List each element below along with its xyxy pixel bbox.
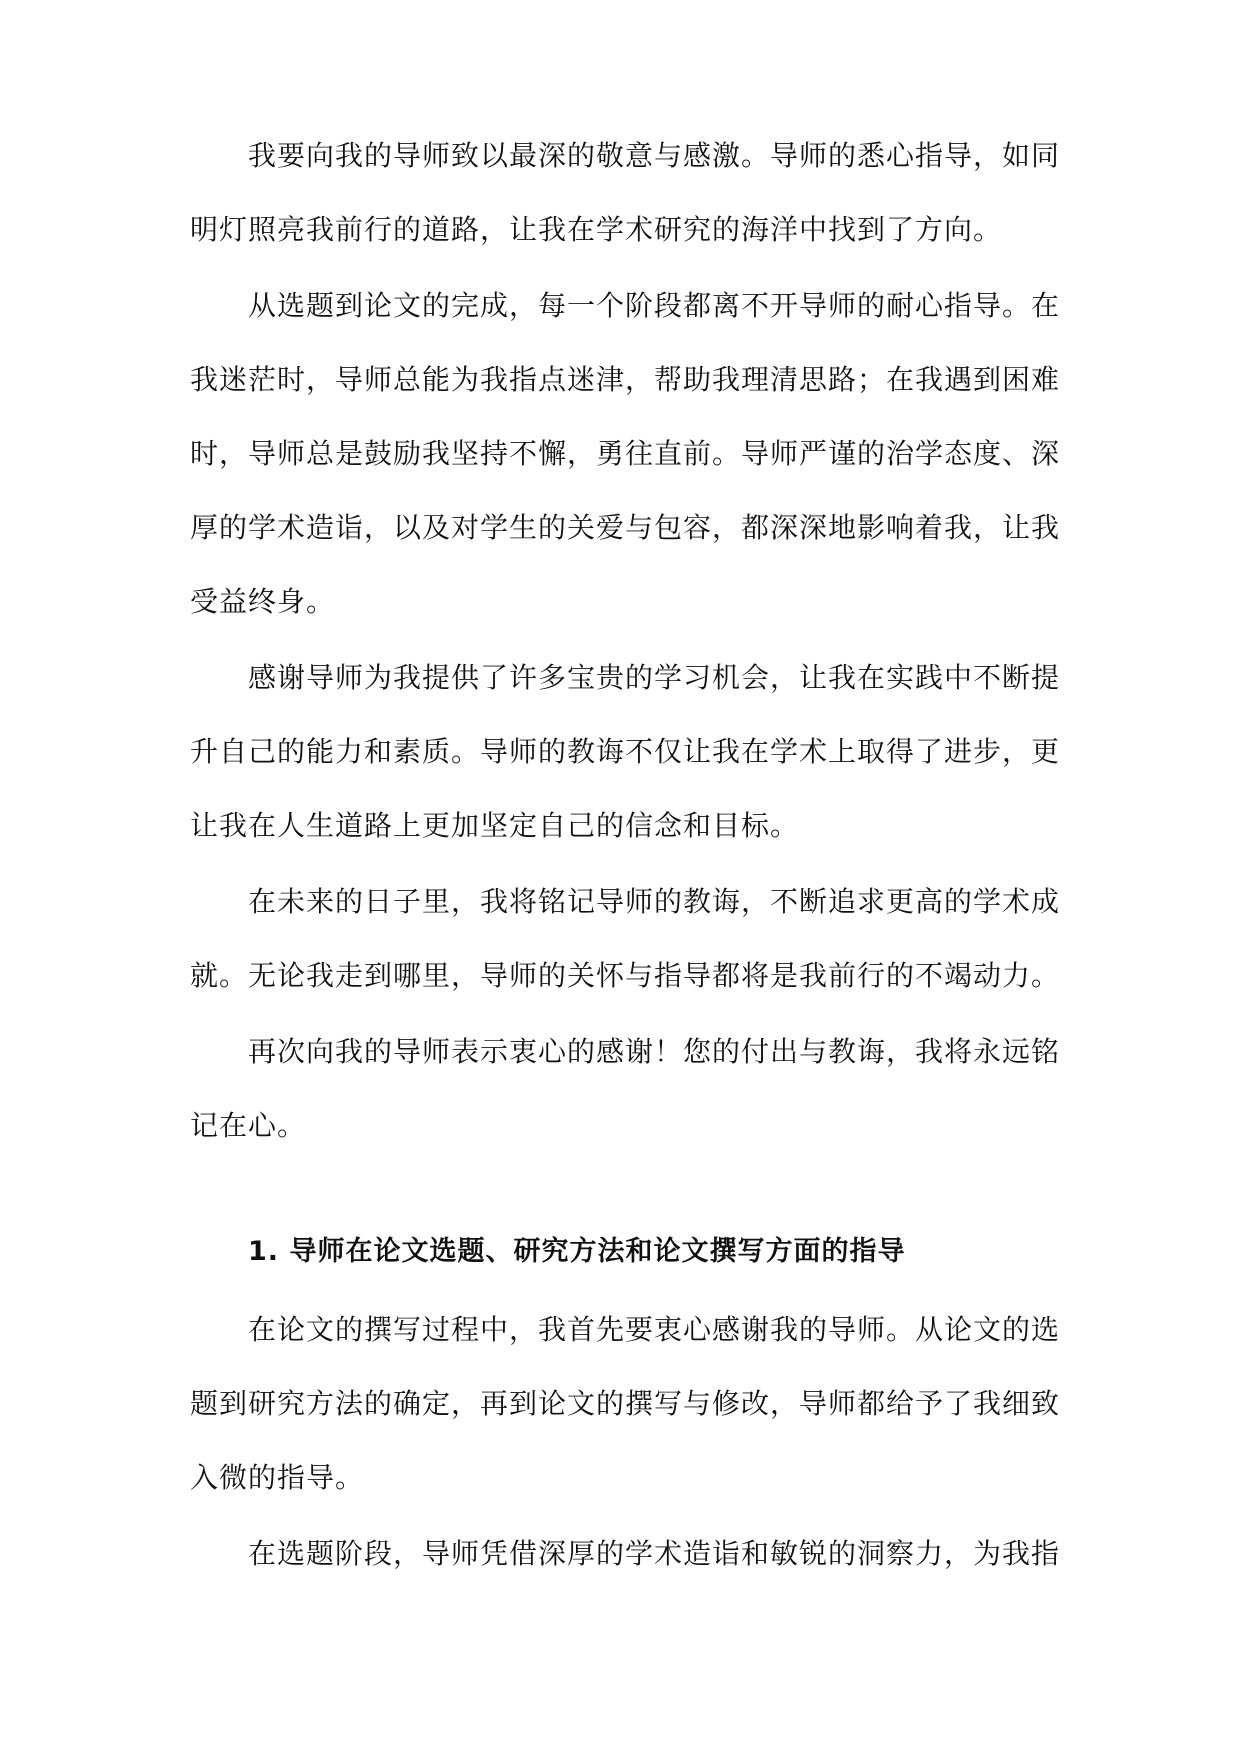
paragraph-line: 就。无论我走到哪里，导师的关怀与指导都将是我前行的不竭动力。 [190, 959, 1061, 992]
paragraph-line: 时，导师总是鼓励我坚持不懈，勇往直前。导师严谨的治学态度、深 [190, 437, 1061, 470]
paragraph-line: 在选题阶段，导师凭借深厚的学术造诣和敏锐的洞察力，为我指 [248, 1537, 1061, 1570]
paragraph-line: 感谢导师为我提供了许多宝贵的学习机会，让我在实践中不断提 [248, 661, 1061, 694]
paragraph-line: 题到研究方法的确定，再到论文的撰写与修改，导师都给予了我细致 [190, 1387, 1061, 1420]
paragraph-line: 明灯照亮我前行的道路，让我在学术研究的海洋中找到了方向。 [190, 213, 1003, 246]
paragraph-line: 厚的学术造诣，以及对学生的关爱与包容，都深深地影响着我，让我 [190, 511, 1061, 544]
paragraph-line: 我迷茫时，导师总能为我指点迷津，帮助我理清思路；在我遇到困难 [190, 363, 1061, 396]
paragraph-line: 从选题到论文的完成，每一个阶段都离不开导师的耐心指导。在 [248, 289, 1061, 322]
paragraph-line: 让我在人生道路上更加坚定自己的信念和目标。 [190, 809, 800, 842]
paragraph-line: 记在心。 [190, 1109, 307, 1142]
section-heading: 1. 导师在论文选题、研究方法和论文撰写方面的指导 [248, 1236, 906, 1267]
paragraph-line: 升自己的能力和素质。导师的教诲不仅让我在学术上取得了进步，更 [190, 735, 1061, 768]
paragraph-line: 受益终身。 [190, 585, 336, 618]
paragraph-line: 在论文的撰写过程中，我首先要衷心感谢我的导师。从论文的选 [248, 1313, 1061, 1346]
paragraph-line: 在未来的日子里，我将铭记导师的教诲，不断追求更高的学术成 [248, 885, 1061, 918]
paragraph-line: 入微的指导。 [190, 1461, 365, 1494]
paragraph-line: 我要向我的导师致以最深的敬意与感激。导师的悉心指导，如同 [248, 139, 1061, 172]
paragraph-line: 再次向我的导师表示衷心的感谢！您的付出与教诲，我将永远铭 [248, 1035, 1061, 1068]
